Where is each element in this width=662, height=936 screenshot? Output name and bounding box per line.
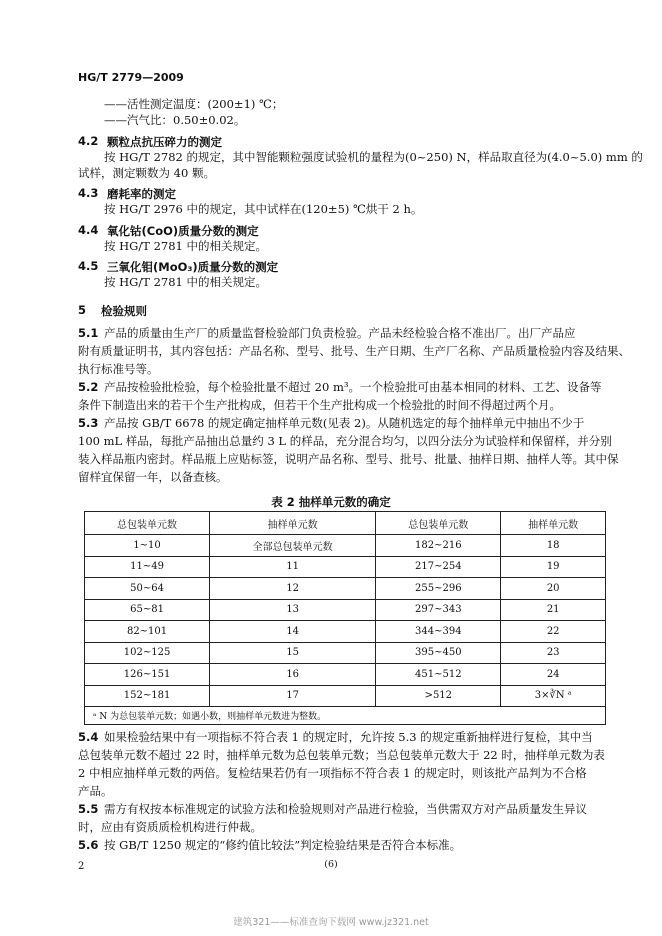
section-5-4-number: 5.4 <box>78 730 99 744</box>
table-cell: 126~151 <box>85 664 210 686</box>
section-5-1-number: 5.1 <box>78 326 99 340</box>
table-cell: 102~125 <box>85 642 210 664</box>
section-4-3-number: 4.3 <box>78 186 99 200</box>
table-header-row <box>85 512 606 535</box>
table-cell: 21 <box>501 599 606 621</box>
table-cell: 14 <box>210 621 376 643</box>
column-header: 抽样单元数 <box>501 512 606 535</box>
section-4-2-number: 4.2 <box>78 134 99 148</box>
section-4-2-text: 试样，测定颗数为 40 颗。 <box>78 166 215 180</box>
table-row <box>85 642 606 664</box>
table-caption: 表 2 抽样单元数的确定 <box>271 495 391 509</box>
table-cell: 20 <box>501 578 606 600</box>
table-cell: 18 <box>501 535 606 557</box>
table-cell: 23 <box>501 642 606 664</box>
table-cell: 255~296 <box>376 578 501 600</box>
sampling-units-table <box>84 511 606 725</box>
section-5-5-text: 时，应由有资质质检机构进行仲裁。 <box>78 820 262 834</box>
table-cell: 24 <box>501 664 606 686</box>
column-header: 总包装单元数 <box>85 512 210 535</box>
table-cell: 82~101 <box>85 621 210 643</box>
table-cell: 65~81 <box>85 599 210 621</box>
table-cell: 11~49 <box>85 556 210 578</box>
table-cell: 297~343 <box>376 599 501 621</box>
section-5-3-number: 5.3 <box>78 416 99 430</box>
table-row <box>85 535 606 557</box>
table-row <box>85 599 606 621</box>
table-cell: 182~216 <box>376 535 501 557</box>
table-cell: 15 <box>210 642 376 664</box>
section-4-2-text: 按 HG/T 2782 的规定，其中智能颗粒强度试验机的量程为(0~250) N，样品取直径为(4.0~5.0) mm 的 <box>104 150 643 164</box>
table-row <box>85 556 606 578</box>
table-row <box>85 685 606 707</box>
table-cell: 344~394 <box>376 621 501 643</box>
table-note-row <box>85 707 606 725</box>
table-cell: 17 <box>210 685 376 707</box>
section-5-4-text: 如果检验结果中有一项指标不符合表 1 的规定时，允许按 5.3 的规定重新抽样进行复检，其中当 <box>104 730 593 744</box>
table-cell: 22 <box>501 621 606 643</box>
activity-temperature-item: ——活性测定温度：(200±1) ℃； <box>104 97 284 111</box>
section-5-title: 检验规则 <box>101 304 147 318</box>
column-header: 抽样单元数 <box>210 512 376 535</box>
section-4-5-title: 三氧化钼(MoO₃)质量分数的测定 <box>107 260 279 274</box>
table-cell: 1~10 <box>85 535 210 557</box>
section-4-5-number: 4.5 <box>78 259 99 273</box>
watermark-footer: 建筑321——标准查询下载网 www.jz321.net <box>233 917 429 928</box>
section-5-4-text: 产品。 <box>78 784 113 798</box>
table-cell: 50~64 <box>85 578 210 600</box>
table-row <box>85 664 606 686</box>
table-cell: >512 <box>376 685 501 707</box>
section-4-5-text: 按 HG/T 2781 中的相关规定。 <box>104 275 267 289</box>
section-5-5-text: 需方有权按本标准规定的试验方法和检验规则对产品进行检验，当供需双方对产品质量发生异议 <box>104 802 587 816</box>
section-4-3-title: 磨耗率的测定 <box>107 187 176 201</box>
section-5-1-text: 产品的质量由生产厂的质量监督检验部门负责检验。产品未经检验合格不准出厂。出厂产品应 <box>104 326 576 340</box>
section-5-5-number: 5.5 <box>78 802 99 816</box>
table-cell: 11 <box>210 556 376 578</box>
table-cell: 152~181 <box>85 685 210 707</box>
table-row <box>85 621 606 643</box>
section-5-2-text: 产品按检验批检验，每个检验批量不超过 20 m³。一个检验批可由基本相同的材料、工艺、设备等 <box>104 380 602 394</box>
table-cell: 19 <box>501 556 606 578</box>
table-cell: 16 <box>210 664 376 686</box>
section-5-2-text: 条件下制造出来的若干个生产批构成，但若干个生产批构成一个检验批的时间不得超过两个月。 <box>78 398 561 412</box>
section-5-6-text: 按 GB/T 1250 规定的“修约值比较法”判定检验结果是否符合本标准。 <box>104 838 462 852</box>
section-5-1-text: 执行标准号等。 <box>78 362 159 376</box>
table-cell: 12 <box>210 578 376 600</box>
table-cell: 13 <box>210 599 376 621</box>
section-5-3-text: 100 mL 样品，每批产品抽出总量约 3 L 的样品，充分混合均匀，以四分法分为试验样和保留样，并分别 <box>78 434 612 448</box>
table-cell: 217~254 <box>376 556 501 578</box>
page-mark: (6) <box>324 859 338 870</box>
table-cell: 395~450 <box>376 642 501 664</box>
section-4-4-title: 氧化钴(CoO)质量分数的测定 <box>107 224 259 238</box>
page-number: 2 <box>78 861 85 872</box>
document-header: HG/T 2779—2009 <box>78 71 184 84</box>
section-5-4-text: 总包装单元数不超过 22 时，抽样单元数为总包装单元数；当总包装单元数大于 22 时，抽样单元数为表 <box>78 748 605 762</box>
steam-gas-ratio-item: ——汽气比：0.50±0.02。 <box>104 113 246 127</box>
table-cell: 3×∛N ᵃ <box>501 685 606 707</box>
section-4-3-text: 按 HG/T 2976 中的规定，其中试样在(120±5) ℃烘干 2 h。 <box>104 202 423 216</box>
section-5-4-text: 2 中相应抽样单元数的两倍。复检结果若仍有一项指标不符合表 1 的规定时，则该批产品判为不合格 <box>78 766 587 780</box>
section-4-4-number: 4.4 <box>78 223 99 237</box>
section-5-2-number: 5.2 <box>78 380 99 394</box>
table-cell: 451~512 <box>376 664 501 686</box>
section-5-1-text: 附有质量证明书，其内容包括：产品名称、型号、批号、生产日期、生产厂名称、产品质量检验内容及结果、 <box>78 344 630 358</box>
column-header: 总包装单元数 <box>376 512 501 535</box>
table-footnote: ᵃ N 为总包装单元数；如遇小数，则抽样单元数进为整数。 <box>85 707 606 725</box>
section-4-2-title: 颗粒点抗压碎力的测定 <box>107 135 222 149</box>
table-row <box>85 578 606 600</box>
section-5-3-text: 产品按 GB/T 6678 的规定确定抽样单元数(见表 2)。从随机选定的每个抽样单元中抽出不少于 <box>104 416 585 430</box>
section-5-number: 5 <box>78 303 87 317</box>
section-5-6-number: 5.6 <box>78 838 99 852</box>
section-5-3-text: 装入样品瓶内密封。样品瓶上应贴标签，说明产品名称、型号、批号、批量、抽样日期、抽样人等。其中保 <box>78 452 619 466</box>
section-4-4-text: 按 HG/T 2781 中的相关规定。 <box>104 239 267 253</box>
table-cell: 全部总包装单元数 <box>210 535 376 557</box>
section-5-3-text: 留样宜保留一年，以备查核。 <box>78 470 228 484</box>
